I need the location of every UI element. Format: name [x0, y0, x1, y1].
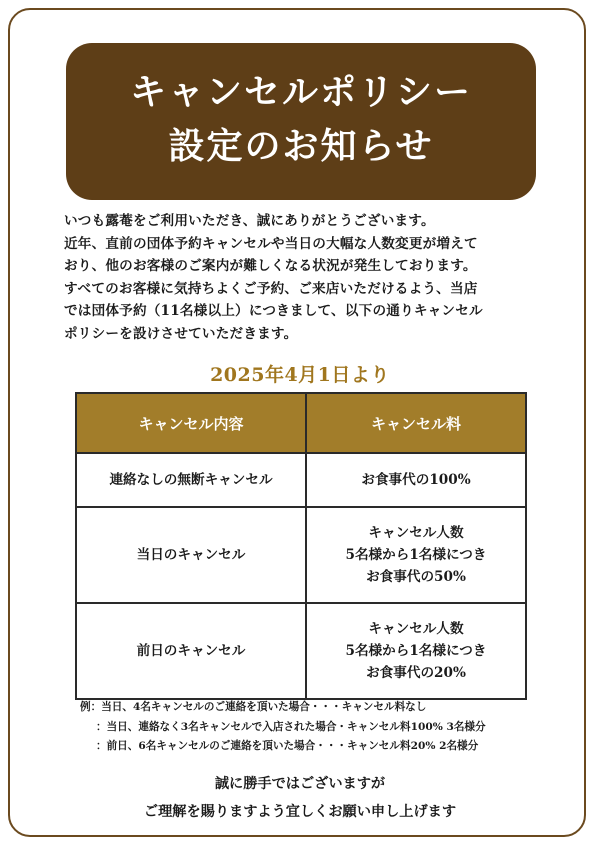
- header-case: キャンセル内容: [76, 393, 306, 453]
- title-line-2: 設定のお知らせ: [168, 125, 434, 167]
- intro-line: いつも露菴をご利用いただき、誠にありがとうございます。: [64, 213, 435, 229]
- table-row: [76, 507, 526, 603]
- table-header-row: [76, 393, 526, 453]
- intro-line: ポリシーを設けさせていただきます。: [64, 325, 298, 342]
- intro-line: すべてのお客様に気持ちよくご予約、ご来店いただけるよう、当店: [64, 280, 478, 297]
- fee-line: 5名様から1名様につき: [345, 643, 487, 659]
- fee-line: キャンセル人数: [368, 621, 464, 637]
- note-text: 当日、4名キャンセルのご連絡を頂いた場合・・・キャンセル料なし: [101, 701, 427, 713]
- fee-line: 5名様から1名様につき: [345, 547, 487, 563]
- title-line-1: キャンセルポリシー: [129, 71, 472, 113]
- closing-message: [0, 770, 600, 826]
- title-banner: [66, 43, 536, 200]
- note-line: ：当日、連絡なく3名キャンセルで入店された場合・キャンセル料100% 3名様分: [96, 720, 486, 733]
- note-prefix: 例：: [80, 701, 102, 713]
- table-row: [76, 453, 526, 507]
- intro-text: [64, 210, 544, 346]
- closing-line: 誠に勝手ではございますが: [214, 776, 386, 792]
- intro-line: 近年、直前の団体予約キャンセルや当日の大幅な人数変更が増えて: [64, 235, 478, 252]
- intro-line: おり、他のお客様のご案内が難しくなる状況が発生しております。: [64, 258, 477, 275]
- row-case: 当日のキャンセル: [76, 507, 306, 603]
- effective-date: 2025年4月1日より: [210, 364, 390, 386]
- example-notes: [80, 698, 550, 757]
- header-fee: キャンセル料: [306, 393, 526, 453]
- note-line: ：前日、6名キャンセルのご連絡を頂いた場合・・・キャンセル料20% 2名様分: [96, 740, 479, 752]
- row-case: 前日のキャンセル: [76, 603, 306, 699]
- fee-line: お食事代の20%: [366, 665, 466, 681]
- row-fee: お食事代の100%: [306, 453, 526, 507]
- cancellation-table: [75, 392, 527, 700]
- intro-line: では団体予約（11名様以上）につきまして、以下の通りキャンセル: [64, 303, 483, 320]
- table-row: [76, 603, 526, 699]
- row-fee: [306, 507, 526, 603]
- row-fee: [306, 603, 526, 699]
- fee-line: お食事代の50%: [366, 569, 466, 585]
- note-line: [80, 698, 550, 718]
- fee-line: キャンセル人数: [368, 525, 464, 541]
- row-case: 連絡なしの無断キャンセル: [76, 453, 306, 507]
- closing-line: ご理解を賜りますよう宜しくお願い申し上げます: [143, 804, 457, 820]
